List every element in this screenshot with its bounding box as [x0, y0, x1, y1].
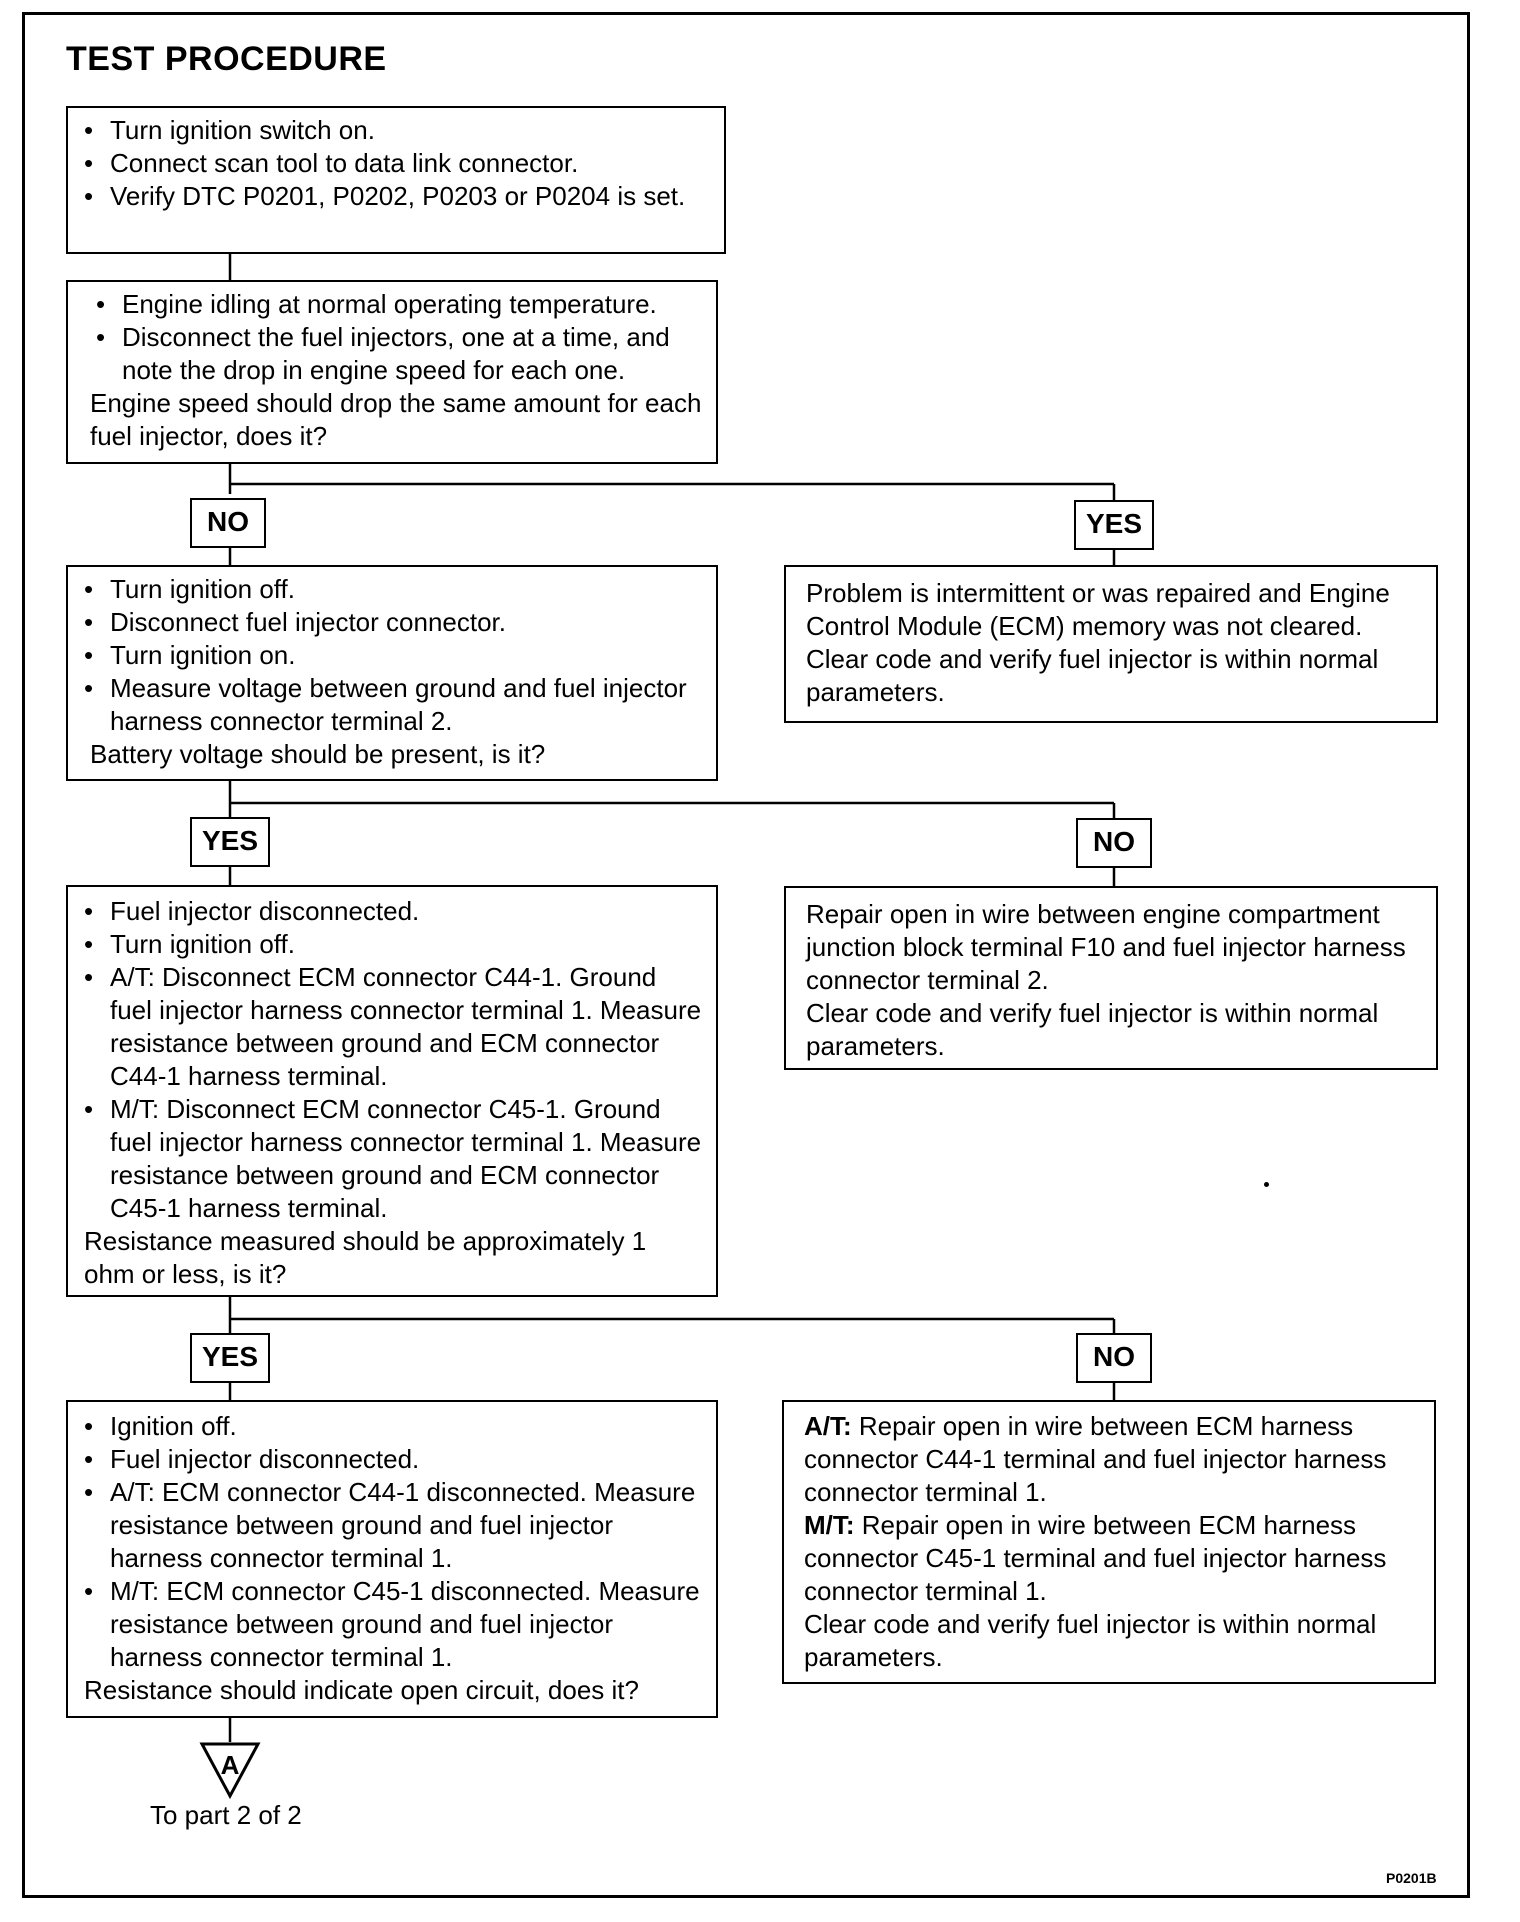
- step-4-box: [66, 885, 718, 1297]
- mt-text: Repair open in wire between ECM harness connector C45-1 terminal and fuel injector harness connector terminal 1.: [804, 1510, 1387, 1606]
- step-1-bullet: • Verify DTC P0201, P0202, P0203 or P0204 is set.: [80, 180, 712, 213]
- step-4-bullet: • Fuel injector disconnected.: [80, 895, 702, 928]
- step-4-bullet: • M/T: Disconnect ECM connector C45-1. Ground fuel injector harness connector terminal 1. Measure resistance between ground and ECM connector C45-1 harness terminal.: [80, 1093, 702, 1225]
- step-3-result-box: [784, 565, 1438, 723]
- step-2-box: [66, 280, 718, 464]
- mt-prefix: M/T:: [804, 1510, 855, 1540]
- branch-yes-2: YES: [190, 817, 270, 867]
- step-3-bullet: • Disconnect fuel injector connector.: [80, 606, 702, 639]
- step-1-bullet: • Connect scan tool to data link connector.: [80, 147, 712, 180]
- step-5-result-mt: [804, 1509, 1420, 1608]
- step-5-bullet: • A/T: ECM connector C44-1 disconnected. Measure resistance between ground and fuel injector harness connector terminal 1.: [80, 1476, 702, 1575]
- offpage-connector-caption: To part 2 of 2: [150, 1800, 302, 1830]
- step-5-result-at: [804, 1410, 1420, 1509]
- step-4-result-action: Clear code and verify fuel injector is within normal parameters.: [806, 998, 1379, 1061]
- offpage-connector-letter: A: [220, 1750, 240, 1780]
- step-4-bullet: • A/T: Disconnect ECM connector C44-1. Ground fuel injector harness connector terminal 1. Measure resistance between ground and ECM connector C44-1 harness terminal.: [80, 961, 702, 1093]
- step-2-bullet: • Engine idling at normal operating temperature.: [92, 288, 702, 321]
- step-1-bullet: • Turn ignition switch on.: [80, 114, 712, 147]
- branch-yes-3: YES: [190, 1333, 270, 1383]
- step-3-result-action: Clear code and verify fuel injector is within normal parameters.: [806, 644, 1379, 707]
- step-1-box: [66, 106, 726, 254]
- step-3-question: Battery voltage should be present, is it?: [90, 739, 546, 769]
- step-5-result-action: Clear code and verify fuel injector is within normal parameters.: [804, 1609, 1377, 1672]
- step-2-question: Engine speed should drop the same amount for each fuel injector, does it?: [90, 388, 702, 451]
- step-5-result-box: [782, 1400, 1436, 1684]
- step-5-question: Resistance should indicate open circuit, does it?: [84, 1675, 639, 1705]
- branch-yes-1: YES: [1074, 500, 1154, 550]
- at-prefix: A/T:: [804, 1411, 852, 1441]
- step-3-bullet: • Turn ignition on.: [80, 639, 702, 672]
- step-5-box: [66, 1400, 718, 1718]
- branch-no-3: NO: [1076, 1333, 1152, 1383]
- step-4-result-text: Repair open in wire between engine compartment junction block terminal F10 and fuel injector harness connector terminal 2.: [806, 899, 1406, 995]
- branch-no-2: NO: [1076, 818, 1152, 868]
- at-text: Repair open in wire between ECM harness connector C44-1 terminal and fuel injector harness connector terminal 1.: [804, 1411, 1387, 1507]
- step-3-result-text: Problem is intermittent or was repaired and Engine Control Module (ECM) memory was not cleared.: [806, 578, 1390, 641]
- branch-no-1: NO: [190, 498, 266, 548]
- step-5-bullet: • Fuel injector disconnected.: [80, 1443, 702, 1476]
- step-3-bullet: • Turn ignition off.: [80, 573, 702, 606]
- step-4-result-box: [784, 886, 1438, 1070]
- step-4-question: Resistance measured should be approximately 1 ohm or less, is it?: [84, 1226, 647, 1289]
- step-3-box: [66, 565, 718, 781]
- step-4-bullet: • Turn ignition off.: [80, 928, 702, 961]
- step-2-bullet: • Disconnect the fuel injectors, one at a time, and note the drop in engine speed for each one.: [92, 321, 702, 387]
- step-5-bullet: • M/T: ECM connector C45-1 disconnected. Measure resistance between ground and fuel injector harness connector terminal 1.: [80, 1575, 702, 1674]
- figure-reference-code: P0201B: [1386, 1870, 1437, 1886]
- step-5-bullet: • Ignition off.: [80, 1410, 702, 1443]
- step-3-bullet: • Measure voltage between ground and fuel injector harness connector terminal 2.: [80, 672, 702, 738]
- scan-speck: [1264, 1182, 1269, 1187]
- page-title: TEST PROCEDURE: [66, 40, 387, 78]
